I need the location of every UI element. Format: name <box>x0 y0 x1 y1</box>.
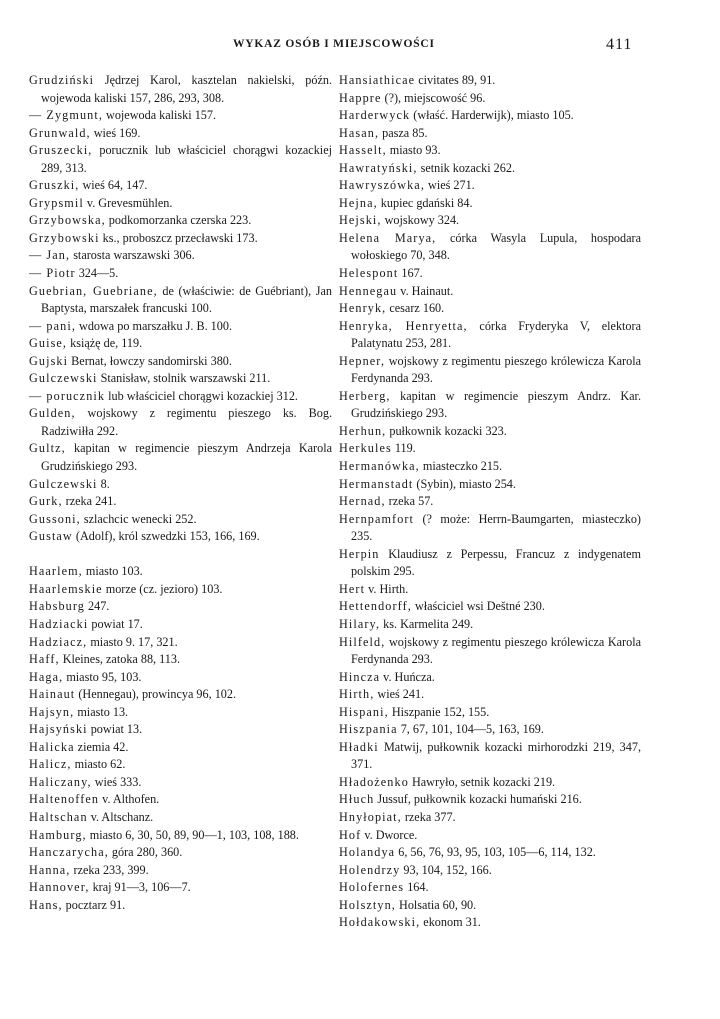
entry-headword: Hansiathicae <box>339 73 416 87</box>
entry-text: miasto 93. <box>386 143 441 158</box>
index-entry <box>339 914 641 932</box>
index-entry <box>29 844 332 862</box>
entry-headword: Hejna, <box>339 195 378 210</box>
index-entry <box>29 634 332 652</box>
entry-headword: Gussoni, <box>29 511 81 526</box>
entry-headword: Hłuch <box>339 792 375 807</box>
index-entry <box>339 774 641 792</box>
index-entry <box>339 721 641 739</box>
entry-text: 324—5. <box>75 266 119 281</box>
page-header <box>0 36 720 56</box>
index-entry <box>29 721 332 739</box>
entry-text: miasto 6, 30, 50, 89, 90—1, 103, 108, 188. <box>86 827 299 842</box>
entry-headword: Hawratyński, <box>339 160 418 175</box>
entry-text: podkomorzanka czerska 223. <box>105 213 252 228</box>
section-gap <box>29 546 332 564</box>
index-column-left <box>29 72 332 914</box>
entry-headword: Hettendorff, <box>339 599 412 614</box>
index-entry <box>29 616 332 634</box>
index-entry <box>339 739 641 774</box>
entry-text: wieś 271. <box>424 178 475 193</box>
index-entry <box>339 704 641 722</box>
index-entry <box>29 247 332 265</box>
entry-headword: — Jan, <box>29 248 71 263</box>
entry-text: miasteczko 215. <box>419 459 503 474</box>
index-entry <box>339 686 641 704</box>
entry-text: powiat 17. <box>88 616 143 631</box>
entry-headword: Hiszpania <box>339 722 398 737</box>
entry-headword: Henryka, Henryetta, <box>339 318 468 333</box>
entry-text: miasto 62. <box>71 757 126 772</box>
entry-headword: Halicka <box>29 739 75 754</box>
entry-headword: Hermanstadt <box>339 476 414 491</box>
entry-headword: Hnyłopiat, <box>339 809 402 824</box>
index-entry <box>339 300 641 318</box>
index-entry <box>339 844 641 862</box>
entry-headword: Hasan, <box>339 125 380 140</box>
entry-text: powiat 13. <box>87 722 143 737</box>
entry-headword: Gulczewski <box>29 476 98 491</box>
page-number: 411 <box>606 36 633 53</box>
entry-headword: Hincza <box>339 669 381 684</box>
entry-headword: Hernpamfort <box>339 511 415 526</box>
entry-text: rzeka 233, 399. <box>70 862 149 877</box>
entry-headword: Hilfeld, <box>339 634 386 649</box>
entry-text: setnik kozacki 262. <box>417 160 516 175</box>
entry-headword: Hennegau <box>339 283 398 298</box>
entry-headword: Hof <box>339 827 362 842</box>
entry-text: ks. Karmelita 249. <box>380 616 474 631</box>
entry-text: ekonom 31. <box>420 915 481 930</box>
entry-text: porucznik lub właściciel chorągwi kozackiej 289, 313. <box>41 143 332 175</box>
entry-text: v. Grevesmühlen. <box>83 195 173 210</box>
index-entry <box>339 160 641 178</box>
index-entry <box>339 212 641 230</box>
index-entry <box>29 476 332 494</box>
index-entry <box>339 879 641 897</box>
entry-text: wieś 64, 147. <box>79 178 148 193</box>
entry-text: 247. <box>84 599 110 614</box>
index-entry <box>339 546 641 581</box>
index-entry <box>29 405 332 440</box>
index-entry <box>339 195 641 213</box>
entry-headword: Harderwyck <box>339 108 411 123</box>
entry-text: 6, 56, 76, 93, 95, 103, 105—6, 114, 132. <box>395 845 596 860</box>
index-entry <box>339 353 641 388</box>
entry-text: morze (cz. jezioro) 103. <box>102 581 223 596</box>
index-entry <box>29 283 332 318</box>
entry-headword: Hadziacz, <box>29 634 88 649</box>
entry-text: v. Hirth. <box>365 581 409 596</box>
entry-text: córka Fryderyka V, elektora Palatynatu 253, 281. <box>351 318 641 351</box>
index-entry <box>339 230 641 265</box>
entry-text: wojskowy z regimentu pieszego królewicza Karola Ferdynanda 293. <box>351 634 641 667</box>
entry-text: Jędrzej Karol, kasztelan nakielski, późn. wojewoda kaliski 157, 286, 293, 308. <box>41 73 332 105</box>
entry-text: Jussuf, pułkownik kozacki humański 216. <box>374 792 582 807</box>
entry-text: (Hennegau), prowincya 96, 102. <box>75 687 237 702</box>
entry-headword: — Piotr <box>29 266 76 281</box>
entry-text: 167. <box>398 266 423 281</box>
entry-headword: — porucznik <box>29 388 106 403</box>
index-entry <box>339 177 641 195</box>
index-entry <box>29 388 332 406</box>
entry-text: wieś 241. <box>374 687 425 702</box>
entry-headword: Hanczarycha, <box>29 845 109 860</box>
index-entry <box>29 827 332 845</box>
entry-headword: Herhun, <box>339 423 387 438</box>
entry-headword: Gujski <box>29 353 69 368</box>
entry-text: lub właściciel chorągwi kozackiej 312. <box>105 388 298 403</box>
entry-headword: Gurk, <box>29 494 63 509</box>
entry-headword: Grudziński <box>29 73 95 87</box>
entry-headword: Grzybowska, <box>29 213 106 228</box>
index-entry <box>29 177 332 195</box>
entry-text: v. Hainaut. <box>397 283 454 298</box>
entry-headword: Herpin <box>339 546 380 561</box>
entry-text: wdowa po marszałku J. B. 100. <box>75 318 233 333</box>
index-entry <box>29 686 332 704</box>
index-entry <box>339 107 641 125</box>
index-entry <box>29 107 332 125</box>
entry-headword: Hadziacki <box>29 616 89 631</box>
index-entry <box>339 581 641 599</box>
entry-text: Hawryło, setnik kozacki 219. <box>408 774 556 789</box>
entry-text: kupiec gdański 84. <box>377 195 473 210</box>
entry-text: wieś 333. <box>91 774 142 789</box>
entry-headword: Holendrzy <box>339 862 401 877</box>
index-entry <box>339 493 641 511</box>
entry-headword: Grypsmil <box>29 195 84 210</box>
entry-text: pocztarz 91. <box>62 897 126 912</box>
index-entry <box>29 704 332 722</box>
entry-text: miasto 103. <box>82 564 143 579</box>
entry-headword: Habsburg <box>29 599 85 614</box>
entry-text: szlachcic wenecki 252. <box>80 511 197 526</box>
entry-text: (właść. Harderwijk), miasto 105. <box>410 108 574 123</box>
entry-headword: Herberg, <box>339 388 391 403</box>
entry-headword: Hans, <box>29 897 63 912</box>
index-entry <box>29 72 332 107</box>
index-entry <box>29 142 332 177</box>
entry-headword: Hainaut <box>29 687 76 702</box>
entry-headword: Guebrian, Guebriane, <box>29 283 158 298</box>
index-entry <box>339 791 641 809</box>
index-entry <box>29 493 332 511</box>
index-entry <box>339 142 641 160</box>
entry-text: właściciel wsi Deštné 230. <box>411 599 545 614</box>
entry-headword: Holofernes <box>339 880 405 895</box>
index-entry <box>29 353 332 371</box>
entry-text: de (właściwie: de Guébriant), Jan Baptysta, marszałek francuski 100. <box>41 283 332 316</box>
index-entry <box>29 212 332 230</box>
index-entry <box>29 370 332 388</box>
entry-headword: Hładożenko <box>339 774 409 789</box>
index-entry <box>29 897 332 915</box>
entry-headword: Hejski, <box>339 213 382 228</box>
entry-text: książę de, 119. <box>67 336 143 351</box>
entry-headword: Hawryszówka, <box>339 178 425 193</box>
entry-headword: Henryk, <box>339 301 387 316</box>
entry-headword: Holandya <box>339 845 396 860</box>
entry-headword: Haarlem, <box>29 564 83 579</box>
entry-text: pasza 85. <box>379 125 428 140</box>
index-entry <box>339 318 641 353</box>
index-entry <box>339 388 641 423</box>
entry-headword: Hirth, <box>339 687 375 702</box>
index-entry <box>29 265 332 283</box>
index-entry <box>339 476 641 494</box>
entry-headword: Hajsyński <box>29 722 88 737</box>
entry-headword: Haff, <box>29 652 60 667</box>
entry-text: Klaudiusz z Perpessu, Francuz z indygenatem polskim 295. <box>351 546 641 579</box>
entry-text: 93, 104, 152, 166. <box>400 862 492 877</box>
entry-text: kraj 91—3, 106—7. <box>89 880 191 895</box>
index-entry <box>29 195 332 213</box>
entry-text: pułkownik kozacki 323. <box>386 423 507 438</box>
entry-text: Hiszpanie 152, 155. <box>388 704 490 719</box>
entry-headword: Hamburg, <box>29 827 87 842</box>
entry-text: wojskowy z regimentu pieszego królewicza Karola Ferdynanda 293. <box>351 353 641 386</box>
entry-text: ks., proboszcz przecławski 173. <box>99 230 258 245</box>
entry-headword: Hanna, <box>29 862 71 877</box>
entry-headword: Guise, <box>29 336 68 351</box>
entry-text: 7, 67, 101, 104—5, 163, 169. <box>397 722 544 737</box>
entry-text: rzeka 377. <box>401 809 456 824</box>
entry-headword: Gultz, <box>29 441 66 456</box>
entry-headword: Haltschan <box>29 809 88 824</box>
index-entry <box>339 440 641 458</box>
entry-headword: — Zygmunt, <box>29 108 103 123</box>
entry-headword: Haliczany, <box>29 774 92 789</box>
entry-text: wojskowy 324. <box>381 213 460 228</box>
entry-headword: Hilary, <box>339 616 381 631</box>
index-entry <box>339 265 641 283</box>
entry-headword: Hajsyn, <box>29 704 75 719</box>
entry-headword: Hładki <box>339 739 379 754</box>
entry-text: kapitan w regimencie pieszym Andrzeja Karola Grudzińskiego 293. <box>41 441 332 474</box>
entry-text: córka Wasyla Lupula, hospodara wołoskiego 70, 348. <box>351 230 641 263</box>
entry-headword: Hert <box>339 581 366 596</box>
entry-text: kapitan w regimencie pieszym Andrz. Kar. Grudzińskiego 293. <box>351 388 641 421</box>
index-entry <box>339 511 641 546</box>
index-entry <box>339 809 641 827</box>
index-entry <box>339 616 641 634</box>
entry-headword: Hispani, <box>339 704 389 719</box>
index-entry <box>29 125 332 143</box>
entry-headword: Gulden, <box>29 406 76 421</box>
entry-text: Matwij, pułkownik kozacki mirhorodzki 219, 347, 371. <box>351 739 641 772</box>
entry-headword: Helespont <box>339 266 399 281</box>
entry-text: Holsatia 60, 90. <box>395 897 477 912</box>
entry-text: 164. <box>404 880 429 895</box>
entry-headword: Gustaw <box>29 529 73 544</box>
index-entry <box>29 440 332 475</box>
entry-text: (Adolf), król szwedzki 153, 166, 169. <box>72 529 260 544</box>
index-entry <box>29 598 332 616</box>
index-entry <box>339 598 641 616</box>
index-entry <box>339 669 641 687</box>
entry-text: Kleines, zatoka 88, 113. <box>59 652 181 667</box>
entry-headword: Holsztyn, <box>339 897 396 912</box>
index-entry <box>29 669 332 687</box>
index-entry <box>339 634 641 669</box>
entry-headword: Gulczewski <box>29 371 98 386</box>
entry-text: 8. <box>97 476 110 491</box>
entry-text: civitates 89, 91. <box>415 73 496 87</box>
entry-headword: Happre <box>339 90 382 105</box>
index-entry <box>339 283 641 301</box>
index-entry <box>29 862 332 880</box>
entry-text: miasto 9. 17, 321. <box>87 634 178 649</box>
entry-headword: — pani, <box>29 318 76 333</box>
entry-headword: Halicz, <box>29 757 72 772</box>
entry-text: v. Huńcza. <box>380 669 435 684</box>
entry-text: wojewoda kaliski 157. <box>102 108 217 123</box>
running-head: WYKAZ OSÓB I MIEJSCOWOŚCI <box>233 38 435 50</box>
entry-headword: Hernad, <box>339 494 386 509</box>
entry-text: wieś 169. <box>90 125 141 140</box>
index-column-right <box>339 72 641 932</box>
entry-headword: Helena Marya, <box>339 230 437 245</box>
entry-text: ziemia 42. <box>74 739 129 754</box>
index-entry <box>29 809 332 827</box>
entry-headword: Grunwald, <box>29 125 91 140</box>
index-entry <box>29 739 332 757</box>
index-entry <box>29 581 332 599</box>
index-entry <box>339 423 641 441</box>
index-entry <box>29 528 332 546</box>
index-entry <box>29 318 332 336</box>
entry-headword: Haga, <box>29 669 64 684</box>
entry-text: starosta warszawski 306. <box>70 248 195 263</box>
entry-headword: Haltenoffen <box>29 792 100 807</box>
entry-text: Bernat, łowczy sandomirski 380. <box>68 353 232 368</box>
index-entry <box>339 72 641 90</box>
index-entry <box>339 862 641 880</box>
index-entry <box>339 90 641 108</box>
entry-text: Stanisław, stolnik warszawski 211. <box>97 371 271 386</box>
entry-text: 119. <box>391 441 416 456</box>
entry-text: miasto 13. <box>74 704 129 719</box>
entry-text: rzeka 241. <box>62 494 117 509</box>
entry-text: góra 280, 360. <box>108 845 183 860</box>
entry-text: v. Altschanz. <box>87 809 154 824</box>
entry-text: (Sybin), miasto 254. <box>413 476 516 491</box>
entry-text: cesarz 160. <box>386 301 445 316</box>
entry-text: v. Althofen. <box>99 792 160 807</box>
entry-headword: Grzybowski <box>29 230 100 245</box>
index-entry <box>339 125 641 143</box>
index-entry <box>29 230 332 248</box>
entry-text: rzeka 57. <box>385 494 434 509</box>
entry-headword: Gruszki, <box>29 178 80 193</box>
entry-text: (?), miejscowość 96. <box>381 90 486 105</box>
entry-text: v. Dworce. <box>361 827 418 842</box>
index-entry <box>29 756 332 774</box>
entry-headword: Hołdakowski, <box>339 915 421 930</box>
entry-headword: Hasselt, <box>339 143 387 158</box>
index-entry <box>339 458 641 476</box>
index-entry <box>29 791 332 809</box>
entry-headword: Gruszecki, <box>29 143 93 158</box>
index-entry <box>29 335 332 353</box>
entry-text: miasto 95, 103. <box>63 669 142 684</box>
entry-headword: Hermanówka, <box>339 459 420 474</box>
entry-text: wojskowy z regimentu pieszego ks. Bog. Radziwiłła 292. <box>41 406 332 438</box>
index-entry <box>339 827 641 845</box>
index-entry <box>29 879 332 897</box>
entry-headword: Hannover, <box>29 880 90 895</box>
index-entry <box>29 511 332 529</box>
entry-headword: Hepner, <box>339 353 386 368</box>
index-entry <box>339 897 641 915</box>
index-entry <box>29 651 332 669</box>
entry-headword: Haarlemskie <box>29 581 103 596</box>
index-entry <box>29 774 332 792</box>
index-entry <box>29 563 332 581</box>
entry-text: (? może: Herrn-Baumgarten, miasteczko) 235. <box>351 511 641 544</box>
entry-headword: Herkules <box>339 441 392 456</box>
